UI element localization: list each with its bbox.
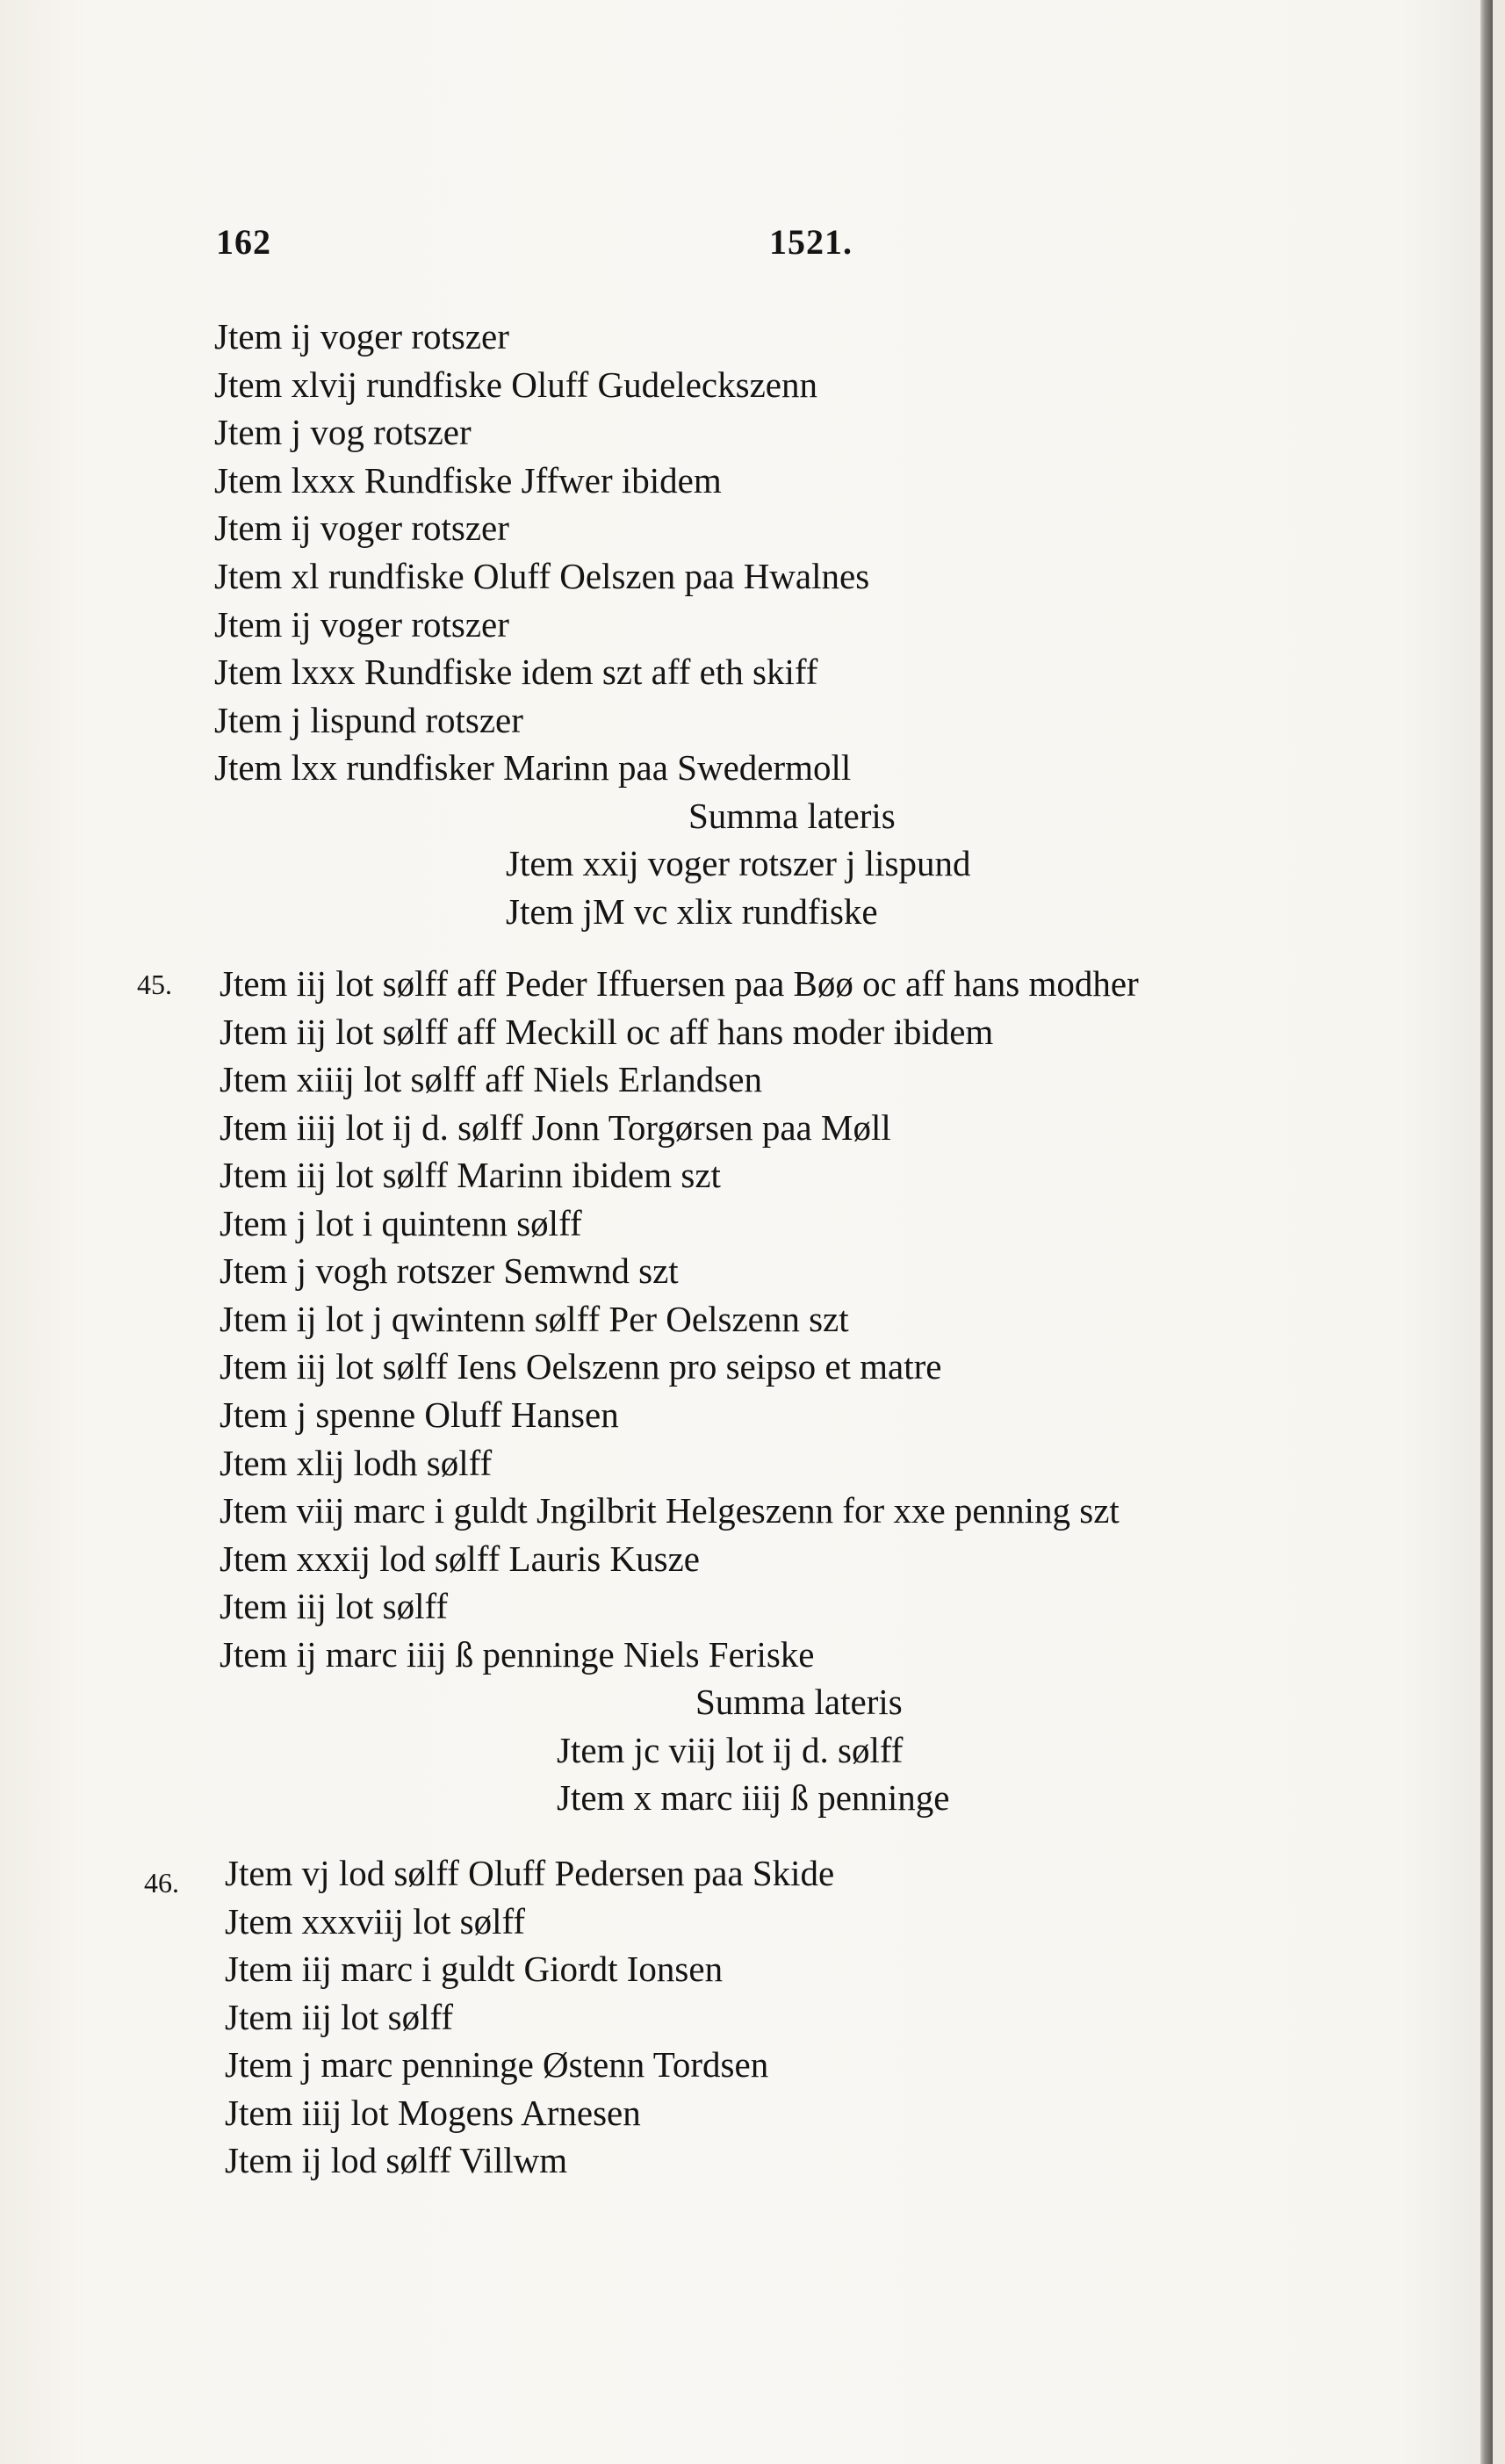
list-item: Jtem viij marc i guldt Jngilbrit Helgeszenn for xxe penning szt — [220, 1490, 1120, 1531]
list-item: Jtem iiij lot Mogens Arnesen — [225, 2093, 641, 2133]
list-item: Jtem ij lot j qwintenn sølff Per Oelszenn szt — [220, 1299, 849, 1339]
list-item: Jtem iij marc i guldt Giordt Ionsen — [225, 1949, 724, 1989]
list-item: Jtem j lot i quintenn sølff — [220, 1203, 582, 1243]
summa-lateris-label: Summa lateris — [695, 1682, 903, 1722]
list-item: Jtem xlvij rundfiske Oluff Gudeleckszenn — [214, 364, 817, 405]
page-year-heading: 1521. — [769, 222, 853, 262]
list-item: Jtem j spenne Oluff Hansen — [220, 1394, 619, 1435]
summa-total-line: Jtem xxij voger rotszer j lispund — [506, 843, 971, 883]
list-item: Jtem ij voger rotszer — [214, 604, 509, 645]
list-item: Jtem xxxij lod sølff Lauris Kusze — [220, 1538, 700, 1579]
list-item: Jtem j lispund rotszer — [214, 700, 523, 740]
entry-number: 46. — [144, 1867, 179, 1898]
list-item: Jtem ij voger rotszer — [214, 508, 509, 548]
list-item: Jtem lxx rundfisker Marinn paa Swedermoll — [214, 747, 852, 788]
list-item: Jtem iij lot sølff — [225, 1997, 454, 2037]
list-item: Jtem j vogh rotszer Semwnd szt — [220, 1250, 679, 1291]
list-item: Jtem xlij lodh sølff — [220, 1443, 493, 1483]
list-item: Jtem xiiij lot sølff aff Niels Erlandsen — [220, 1059, 762, 1099]
list-item: Jtem iij lot sølff aff Peder Iffuersen paa Bøø oc aff hans modher — [220, 963, 1139, 1004]
list-item: Jtem xxxviij lot sølff — [225, 1901, 526, 1942]
entry-number: 45. — [137, 969, 172, 1000]
list-item: Jtem lxxx Rundfiske Jffwer ibidem — [214, 460, 722, 501]
list-item: Jtem iiij lot ij d. sølff Jonn Torgørsen paa Møll — [220, 1107, 891, 1148]
list-item: Jtem j vog rotszer — [214, 412, 472, 452]
list-item: Jtem lxxx Rundfiske idem szt aff eth skiff — [214, 652, 818, 692]
summa-lateris-label: Summa lateris — [688, 796, 896, 836]
list-item: Jtem iij lot sølff aff Meckill oc aff hans moder ibidem — [220, 1012, 994, 1052]
list-item: Jtem vj lod sølff Oluff Pedersen paa Skide — [225, 1853, 835, 1893]
list-item: Jtem j marc penninge Østenn Tordsen — [225, 2044, 769, 2085]
list-item: Jtem iij lot sølff Marinn ibidem szt — [220, 1155, 721, 1195]
list-item: Jtem ij marc iiij ß penninge Niels Feriske — [220, 1634, 815, 1675]
list-item: Jtem ij lod sølff Villwm — [225, 2140, 568, 2180]
summa-total-line: Jtem jM vc xlix rundfiske — [506, 891, 878, 932]
list-item: Jtem iij lot sølff — [220, 1586, 449, 1626]
page-number: 162 — [216, 222, 271, 262]
page-edge-shadow — [1480, 0, 1493, 2464]
summa-total-line: Jtem x marc iiij ß penninge — [557, 1777, 950, 1818]
list-item: Jtem xl rundfiske Oluff Oelszen paa Hwalnes — [214, 556, 870, 596]
summa-total-line: Jtem jc viij lot ij d. sølff — [557, 1730, 904, 1770]
list-item: Jtem ij voger rotszer — [214, 316, 509, 357]
list-item: Jtem iij lot sølff Iens Oelszenn pro seipso et matre — [220, 1346, 942, 1387]
